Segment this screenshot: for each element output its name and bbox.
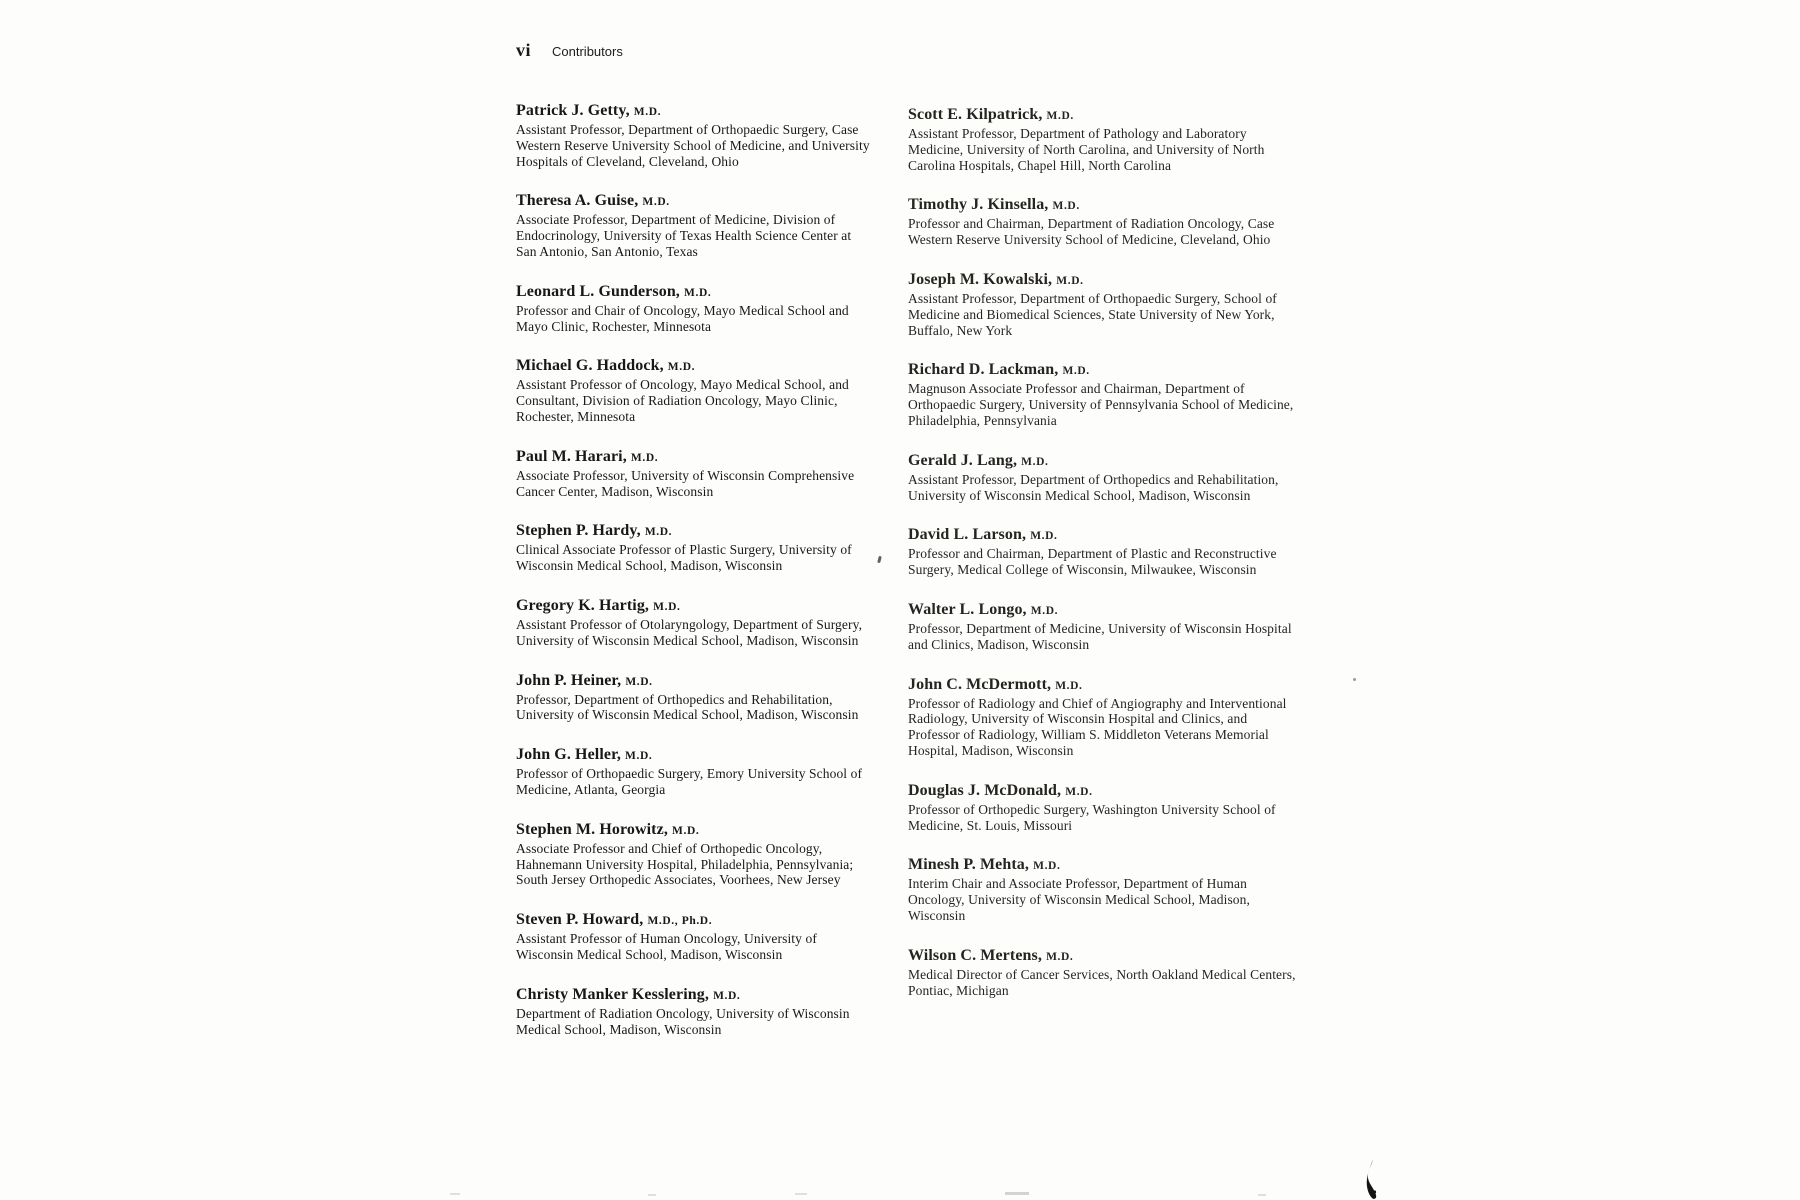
contributor-name: Gregory K. Hartig, [516,596,650,614]
contributor-affiliation: Assistant Professor of Otolaryngology, Department of Surgery, University of Wisconsin Medical School, Madison, Wisconsin [516,616,863,648]
contributor-affiliation: Professor and Chair of Oncology, Mayo Medical School and Mayo Clinic, Rochester, Minnesota [516,302,849,334]
contributor-degree: M.D., Ph.D. [647,915,713,928]
contributor-name: Theresa A. Guise, [516,192,639,210]
contributor-name-line [908,360,1300,381]
contributor-name-line [516,671,872,692]
scan-speck [877,556,882,564]
contributor-name: Douglas J. McDonald, [908,781,1062,799]
contributor-entry [516,521,872,574]
scan-edge-noise [1005,1192,1029,1195]
contributor-name-line [516,101,872,122]
contributors-column-left [516,101,872,1059]
contributor-name: Richard D. Lackman, [908,361,1059,379]
contributor-degree: M.D. [644,526,673,539]
contributor-name-line [516,356,872,377]
contributor-degree: M.D. [625,675,653,688]
contributor-affiliation: Interim Chair and Associate Professor, Department of Human Oncology, University of Wisconsin Medical School, Madison, Wisconsin [908,876,1250,923]
contributor-degree: M.D. [1056,274,1084,287]
scan-edge-noise [1258,1194,1266,1196]
contributor-affiliation: Associate Professor, Department of Medicine, Division of Endocrinology, University of Texas Health Science Center at San Antonio, San Antonio, Texas [516,212,852,259]
contributor-entry [516,447,872,500]
contributor-affiliation: Associate Professor, University of Wisconsin Comprehensive Cancer Center, Madison, Wisconsin [516,467,855,499]
contributor-affiliation: Clinical Associate Professor of Plastic Surgery, University of Wisconsin Medical School, Madison, Wisconsin [516,542,852,574]
contributor-name-line [908,105,1300,126]
contributor-name-line [516,521,872,542]
scan-speck [1353,678,1356,681]
contributor-degree: M.D. [1046,950,1074,963]
contributor-name-line [516,191,872,212]
contributor-degree: M.D. [1065,785,1093,798]
contributor-degree: M.D. [684,286,712,299]
contributor-name: Leonard L. Gunderson, [516,282,680,300]
contributor-entry [908,270,1300,338]
contributor-degree: M.D. [1046,110,1074,122]
contributor-name: Stephen P. Hardy, [516,522,641,540]
page-title: Contributors [552,44,623,59]
contributor-entry [516,671,872,724]
contributor-affiliation: Professor, Department of Orthopedics and Rehabilitation, University of Wisconsin Medical School, Madison, Wisconsin [516,691,859,723]
contributor-entry [516,596,872,649]
contributor-degree: M.D. [1021,455,1049,468]
contributor-name-line [908,525,1300,546]
contributor-affiliation: Assistant Professor, Department of Orthopaedic Surgery, School of Medicine and Biomedical Sciences, State University of New York, Buffalo, New York [908,290,1277,338]
contributor-name-line [908,600,1300,621]
contributor-affiliation: Associate Professor and Chief of Orthopedic Oncology, Hahnemann University Hospital, Philadelphia, Pennsylvania; South Jersey Orthopedic Associates, Voorhees, New Jersey [516,840,854,888]
contributor-affiliation: Professor of Orthopaedic Surgery, Emory University School of Medicine, Atlanta, Georgia [516,766,863,797]
scan-edge-noise [648,1194,656,1196]
contributor-affiliation: Professor and Chairman, Department of Radiation Oncology, Case Western Reserve University School of Medicine, Cleveland, Ohio [908,216,1275,248]
contributor-name-line [908,675,1300,696]
contributor-name-line [516,745,872,766]
contributor-name: Gerald J. Lang, [908,451,1018,469]
contributor-degree: M.D. [1055,679,1083,692]
page-number: vi [516,40,532,60]
scan-edge-noise [795,1193,807,1195]
contributor-affiliation: Professor, Department of Medicine, University of Wisconsin Hospital and Clinics, Madison, Wisconsin [908,620,1292,652]
contributor-degree: M.D. [1052,200,1080,213]
contributor-degree: M.D. [653,600,681,613]
contributor-name: Patrick J. Getty, [516,102,630,119]
contributor-name: John G. Heller, [516,746,621,764]
running-head [516,40,623,61]
contributor-entry [908,360,1300,428]
contributor-name-line [516,447,872,468]
contributor-name: Stephen M. Horowitz, [516,820,668,838]
contributor-name-line [908,946,1300,967]
contributor-name: Christy Manker Kesslering, [516,985,709,1003]
contributor-name: Paul M. Harari, [516,447,627,465]
contributor-entry [516,820,872,888]
contributor-name: Walter L. Longo, [908,600,1027,618]
contributor-entry [908,781,1300,834]
contributor-entry [908,451,1300,504]
contributor-name: Scott E. Kilpatrick, [908,106,1043,123]
contributor-affiliation: Assistant Professor, Department of Orthopedics and Rehabilitation, University of Wisconsin Medical School, Madison, Wisconsin [908,471,1279,503]
contributor-affiliation: Assistant Professor of Human Oncology, University of Wisconsin Medical School, Madison, Wisconsin [516,931,817,962]
contributor-affiliation: Professor of Orthopedic Surgery, Washington University School of Medicine, St. Louis, Missouri [908,801,1276,833]
contributor-name-line [516,282,872,303]
contributor-entry [516,356,872,424]
contributor-entry [908,525,1300,578]
contributor-degree: M.D. [633,106,662,118]
contributor-degree: M.D. [672,824,700,837]
contributor-entry [516,101,872,169]
contributor-name: Wilson C. Mertens, [908,946,1042,964]
contributor-name-line [516,596,872,617]
contributor-name-line [516,820,872,841]
contributor-degree: M.D. [667,361,696,374]
contributor-degree: M.D. [630,451,659,464]
contributor-entry [516,745,872,798]
contributor-affiliation: Professor and Chairman, Department of Plastic and Reconstructive Surgery, Medical College of Wisconsin, Milwaukee, Wisconsin [908,546,1277,578]
contributor-affiliation: Department of Radiation Oncology, University of Wisconsin Medical School, Madison, Wisconsin [516,1005,850,1037]
contributor-affiliation: Assistant Professor, Department of Orthopaedic Surgery, Case Western Reserve University School of Medicine, and University Hospitals of Cleveland, Cleveland, Ohio [516,122,870,169]
contributor-entry [908,600,1300,653]
contributor-degree: M.D. [642,196,670,209]
contributor-degree: M.D. [625,750,653,763]
contributor-entry [908,195,1300,248]
contributor-entry [516,910,872,963]
contributor-name-line [516,910,872,931]
contributor-name-line [908,451,1300,472]
scan-edge-noise [450,1193,460,1195]
contributor-name-line [908,195,1300,216]
contributor-degree: M.D. [1030,530,1058,543]
contributor-entry [908,675,1300,759]
contributor-affiliation: Assistant Professor of Oncology, Mayo Medical School, and Consultant, Division of Radiation Oncology, Mayo Clinic, Rochester, Minnesota [516,377,849,424]
contributor-degree: M.D. [713,989,741,1002]
contributor-name: Timothy J. Kinsella, [908,196,1049,214]
contributor-entry [516,282,872,335]
ink-blot-artifact [1362,1158,1380,1200]
contributor-name: Minesh P. Mehta, [908,856,1030,874]
contributor-name-line [908,270,1300,291]
contributor-entry [516,191,872,259]
contributor-degree: M.D. [1033,860,1061,873]
contributor-name: Michael G. Haddock, [516,357,664,375]
contributor-name: David L. Larson, [908,526,1027,544]
contributor-affiliation: Medical Director of Cancer Services, North Oakland Medical Centers, Pontiac, Michigan [908,966,1296,998]
contributor-name: John C. McDermott, [908,675,1052,693]
contributor-name: Steven P. Howard, [516,911,644,929]
contributor-name-line [516,985,872,1006]
contributor-affiliation: Professor of Radiology and Chief of Angiography and Interventional Radiology, University of Wisconsin Hospital and Clinics, and Professor of Radiology, William S. Middleton Veterans Memorial Hospital, Madison, Wisconsin [908,695,1287,758]
contributor-entry [908,855,1300,923]
contributors-column-right [908,105,1300,1020]
contributor-name-line [908,781,1300,802]
contributor-entry [516,985,872,1038]
contributor-affiliation: Assistant Professor, Department of Pathology and Laboratory Medicine, University of North Carolina, and University of North Carolina Hospitals, Chapel Hill, North Carolina [908,126,1265,173]
contributor-affiliation: Magnuson Associate Professor and Chairman, Department of Orthopaedic Surgery, University of Pennsylvania School of Medicine, Philadelphia, Pennsylvania [908,381,1294,428]
contributor-entry [908,105,1300,173]
contributor-name: Joseph M. Kowalski, [908,270,1053,288]
contributor-name-line [908,855,1300,876]
contributor-entry [908,946,1300,999]
contributor-name: John P. Heiner, [516,671,622,689]
contributor-degree: M.D. [1030,604,1059,617]
contributor-degree: M.D. [1062,365,1090,378]
